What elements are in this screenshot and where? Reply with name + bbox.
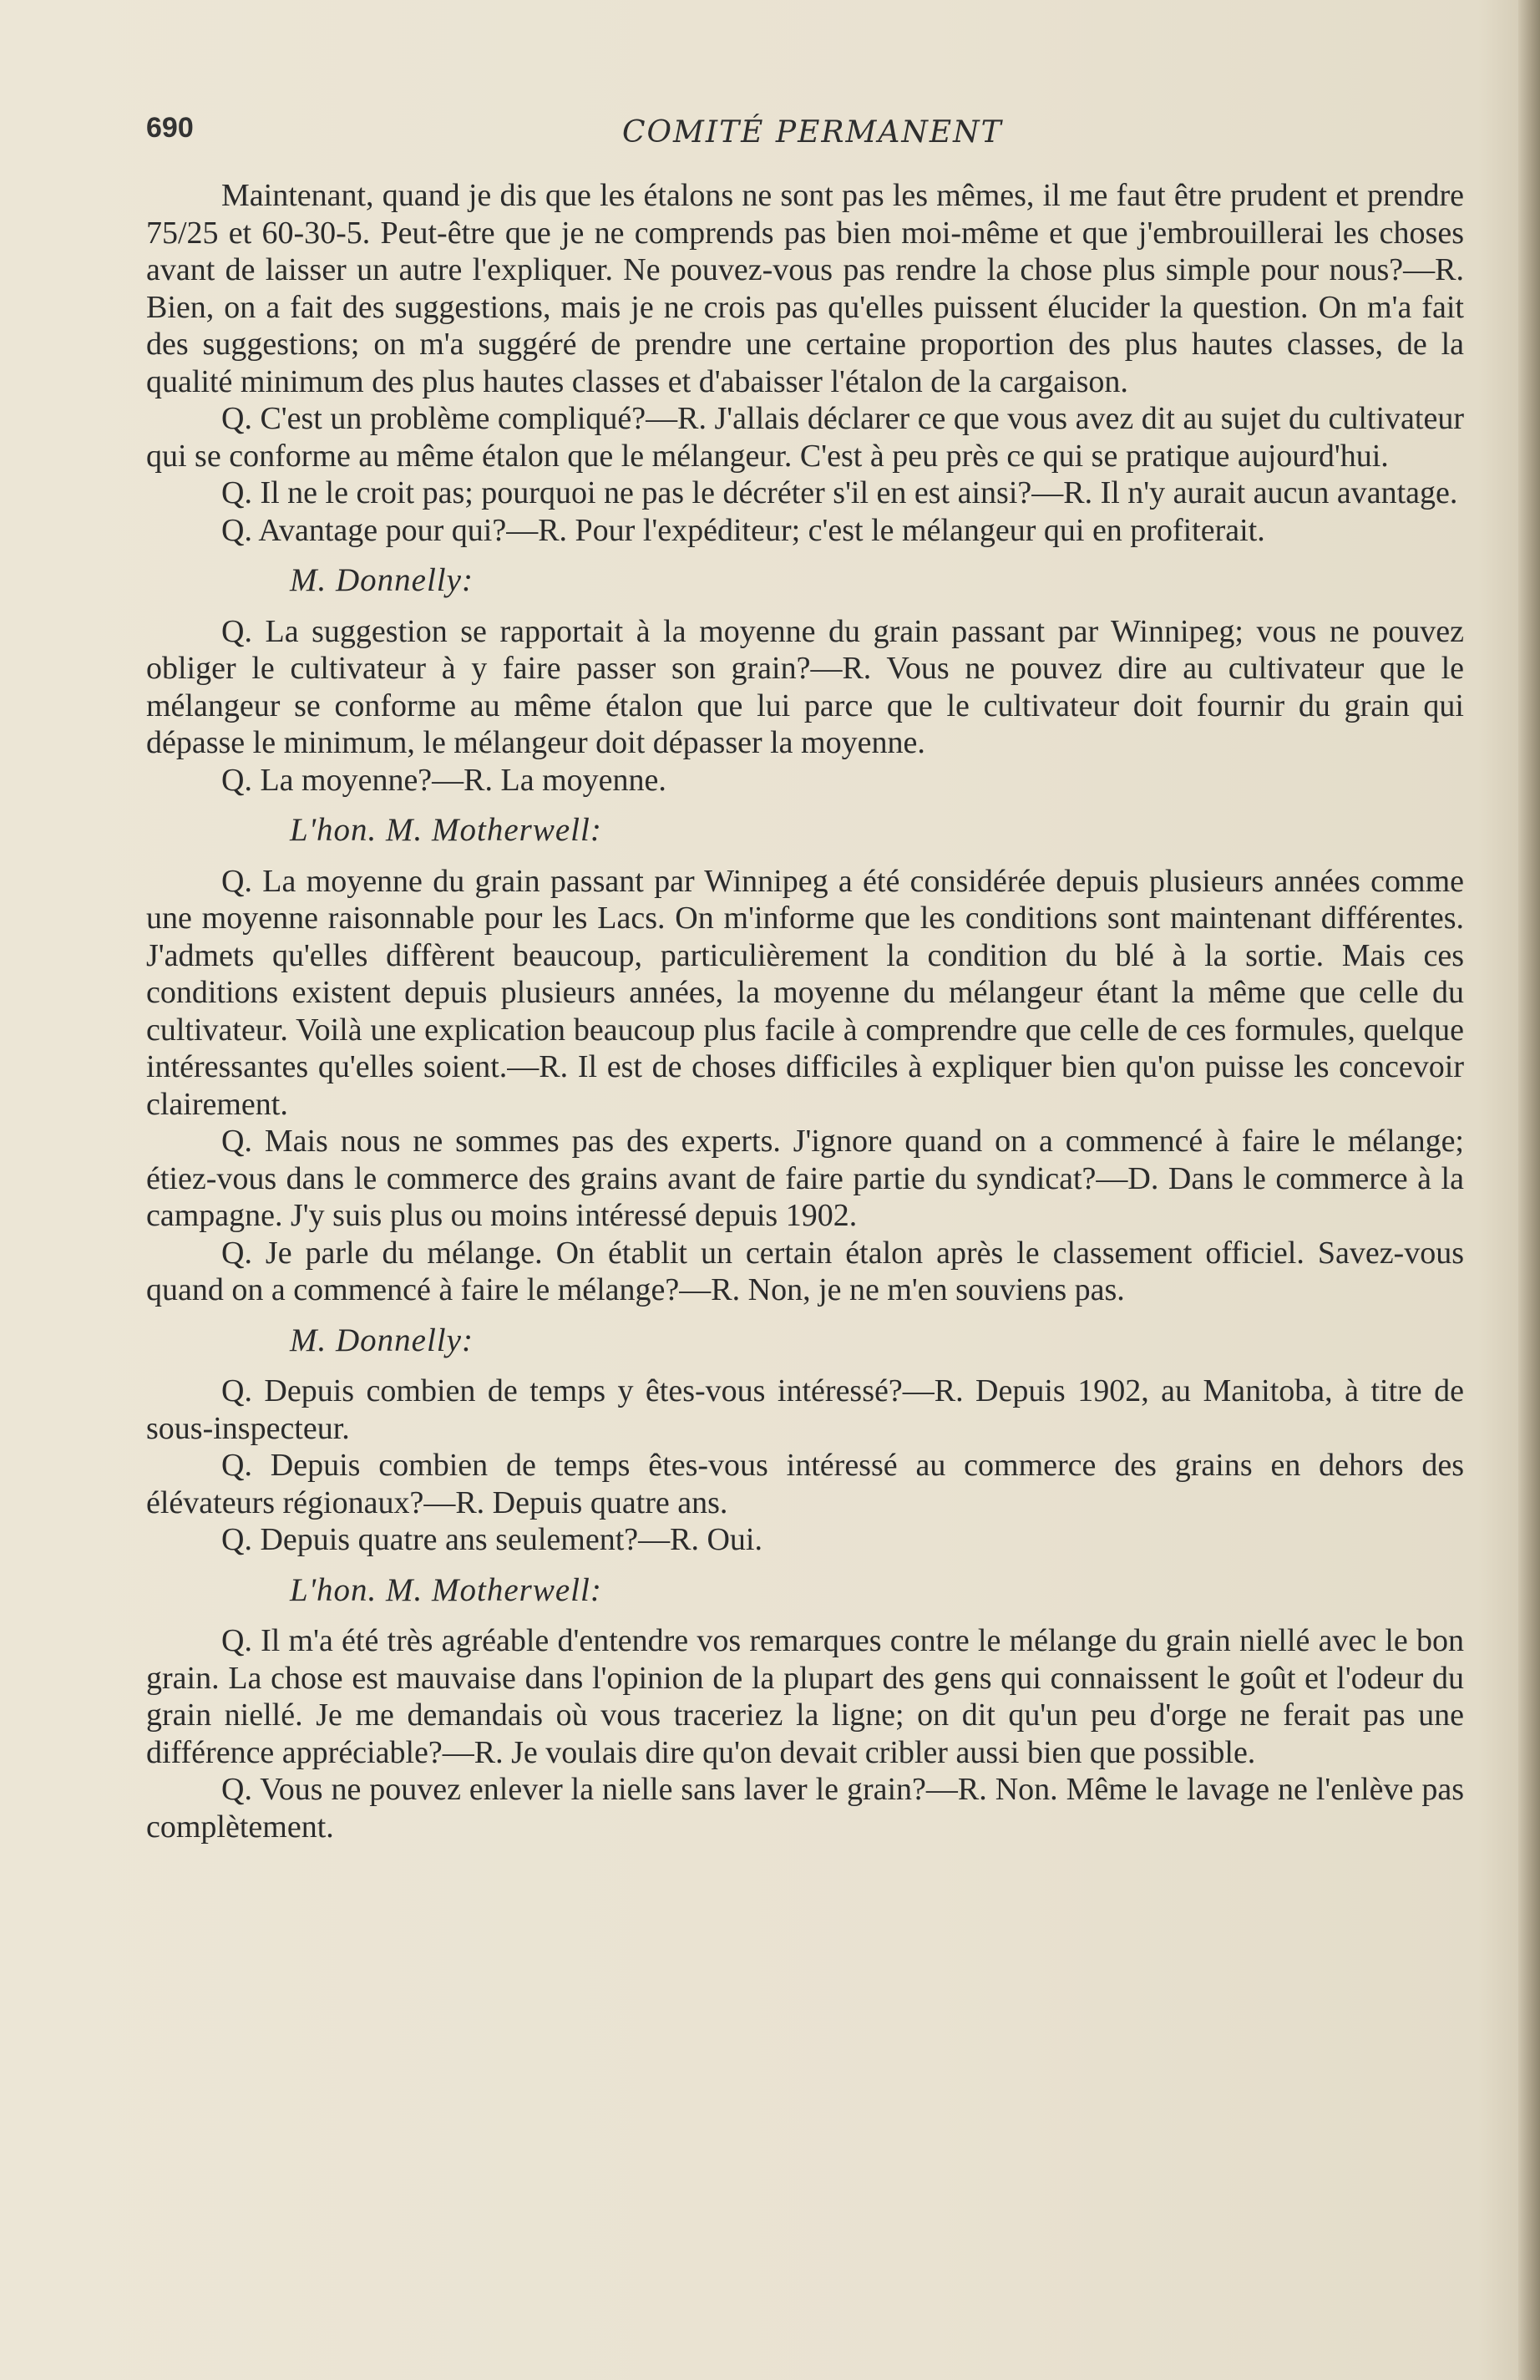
- speaker-heading: L'hon. M. Motherwell:: [290, 1571, 602, 1608]
- paragraph: Q. Vous ne pouvez enlever la nielle sans laver le grain?—R. Non. Même le lavage ne l'enlève pas complètement.: [146, 1772, 1464, 1845]
- document-body: [146, 177, 1464, 1845]
- paragraph: Q. Mais nous ne sommes pas des experts. J'ignore quand on a commencé à faire le mélange; étiez-vous dans le commerce des grains avant de faire partie du syndicat?—D. Dans le commerce à la campagne. J'y suis plus ou moins intéressé depuis 1902.: [146, 1124, 1464, 1233]
- speaker-heading: M. Donnelly:: [290, 562, 474, 598]
- paragraph: Q. Il m'a été très agréable d'entendre vos remarques contre le mélange du grain niellé avec le bon grain. La chose est mauvaise dans l'opinion de la plupart des gens qui connaissent le goût et l'odeur du grain niellé. Je me demandais où vous traceriez la ligne; on dit qu'un peu d'orge ne ferait pas une différence appréciable?—R. Je voulais dire qu'on devait cribler aussi bien que possible.: [146, 1623, 1464, 1770]
- binding-edge: [1518, 0, 1540, 2380]
- paragraph: Q. La moyenne du grain passant par Winnipeg a été considérée depuis plusieurs années comme une moyenne raisonnable pour les Lacs. On m'informe que les conditions sont maintenant différentes. J'admets qu'elles diffèrent beaucoup, particulièrement la condition du blé à la sortie. Mais ces conditions existent depuis plusieurs années, la moyenne du mélangeur étant la même que celle du cultivateur. Voilà une explication beaucoup plus facile à comprendre que celle de ces formules, quelque intéressantes qu'elles soient.—R. Il est de choses difficiles à expliquer bien qu'on puisse les concevoir clairement.: [146, 863, 1464, 1122]
- page-number: 690: [146, 112, 194, 144]
- paragraph: Q. C'est un problème compliqué?—R. J'allais déclarer ce que vous avez dit au sujet du cultivateur qui se conforme au même étalon que le mélangeur. C'est à peu près ce qui se pratique aujourd'hui.: [146, 401, 1464, 474]
- paragraph: Q. Je parle du mélange. On établit un certain étalon après le classement officiel. Savez-vous quand on a commencé à faire le mélange?—R. Non, je ne m'en souviens pas.: [146, 1235, 1464, 1307]
- speaker-heading: L'hon. M. Motherwell:: [290, 812, 602, 848]
- paragraph: Q. La moyenne?—R. La moyenne.: [221, 762, 666, 798]
- paragraph: Q. Il ne le croit pas; pourquoi ne pas le décréter s'il en est ainsi?—R. Il n'y aurait aucun avantage.: [221, 475, 1458, 510]
- paragraph: Q. Depuis combien de temps y êtes-vous intéressé?—R. Depuis 1902, au Manitoba, à titre de sous-inspecteur.: [146, 1373, 1464, 1446]
- paragraph: Q. Depuis combien de temps êtes-vous intéressé au commerce des grains en dehors des élévateurs régionaux?—R. Depuis quatre ans.: [146, 1448, 1464, 1520]
- running-head: COMITÉ PERMANENT: [622, 115, 1003, 150]
- paragraph: Maintenant, quand je dis que les étalons ne sont pas les mêmes, il me faut être prudent et prendre 75/25 et 60-30-5. Peut-être que je ne comprends pas bien moi-même et que j'embrouillerai les choses avant de laisser un autre l'expliquer. Ne pouvez-vous pas rendre la chose plus simple pour nous?—R. Bien, on a fait des suggestions, mais je ne crois pas qu'elles puissent élucider la question. On m'a fait des suggestions; on m'a suggéré de prendre une certaine proportion des plus hautes classes, de la qualité minimum des plus hautes classes et d'abaisser l'étalon de la cargaison.: [146, 178, 1464, 399]
- paragraph: Q. La suggestion se rapportait à la moyenne du grain passant par Winnipeg; vous ne pouvez obliger le cultivateur à y faire passer son grain?—R. Vous ne pouvez dire au cultivateur que le mélangeur se conforme au même étalon que lui parce que le cultivateur doit fournir du grain qui dépasse le minimum, le mélangeur doit dépasser la moyenne.: [146, 613, 1464, 760]
- page-header: [146, 107, 1474, 157]
- speaker-heading: M. Donnelly:: [290, 1322, 474, 1358]
- paragraph: Q. Depuis quatre ans seulement?—R. Oui.: [221, 1522, 762, 1557]
- paragraph: Q. Avantage pour qui?—R. Pour l'expéditeur; c'est le mélangeur qui en profiterait.: [221, 512, 1265, 548]
